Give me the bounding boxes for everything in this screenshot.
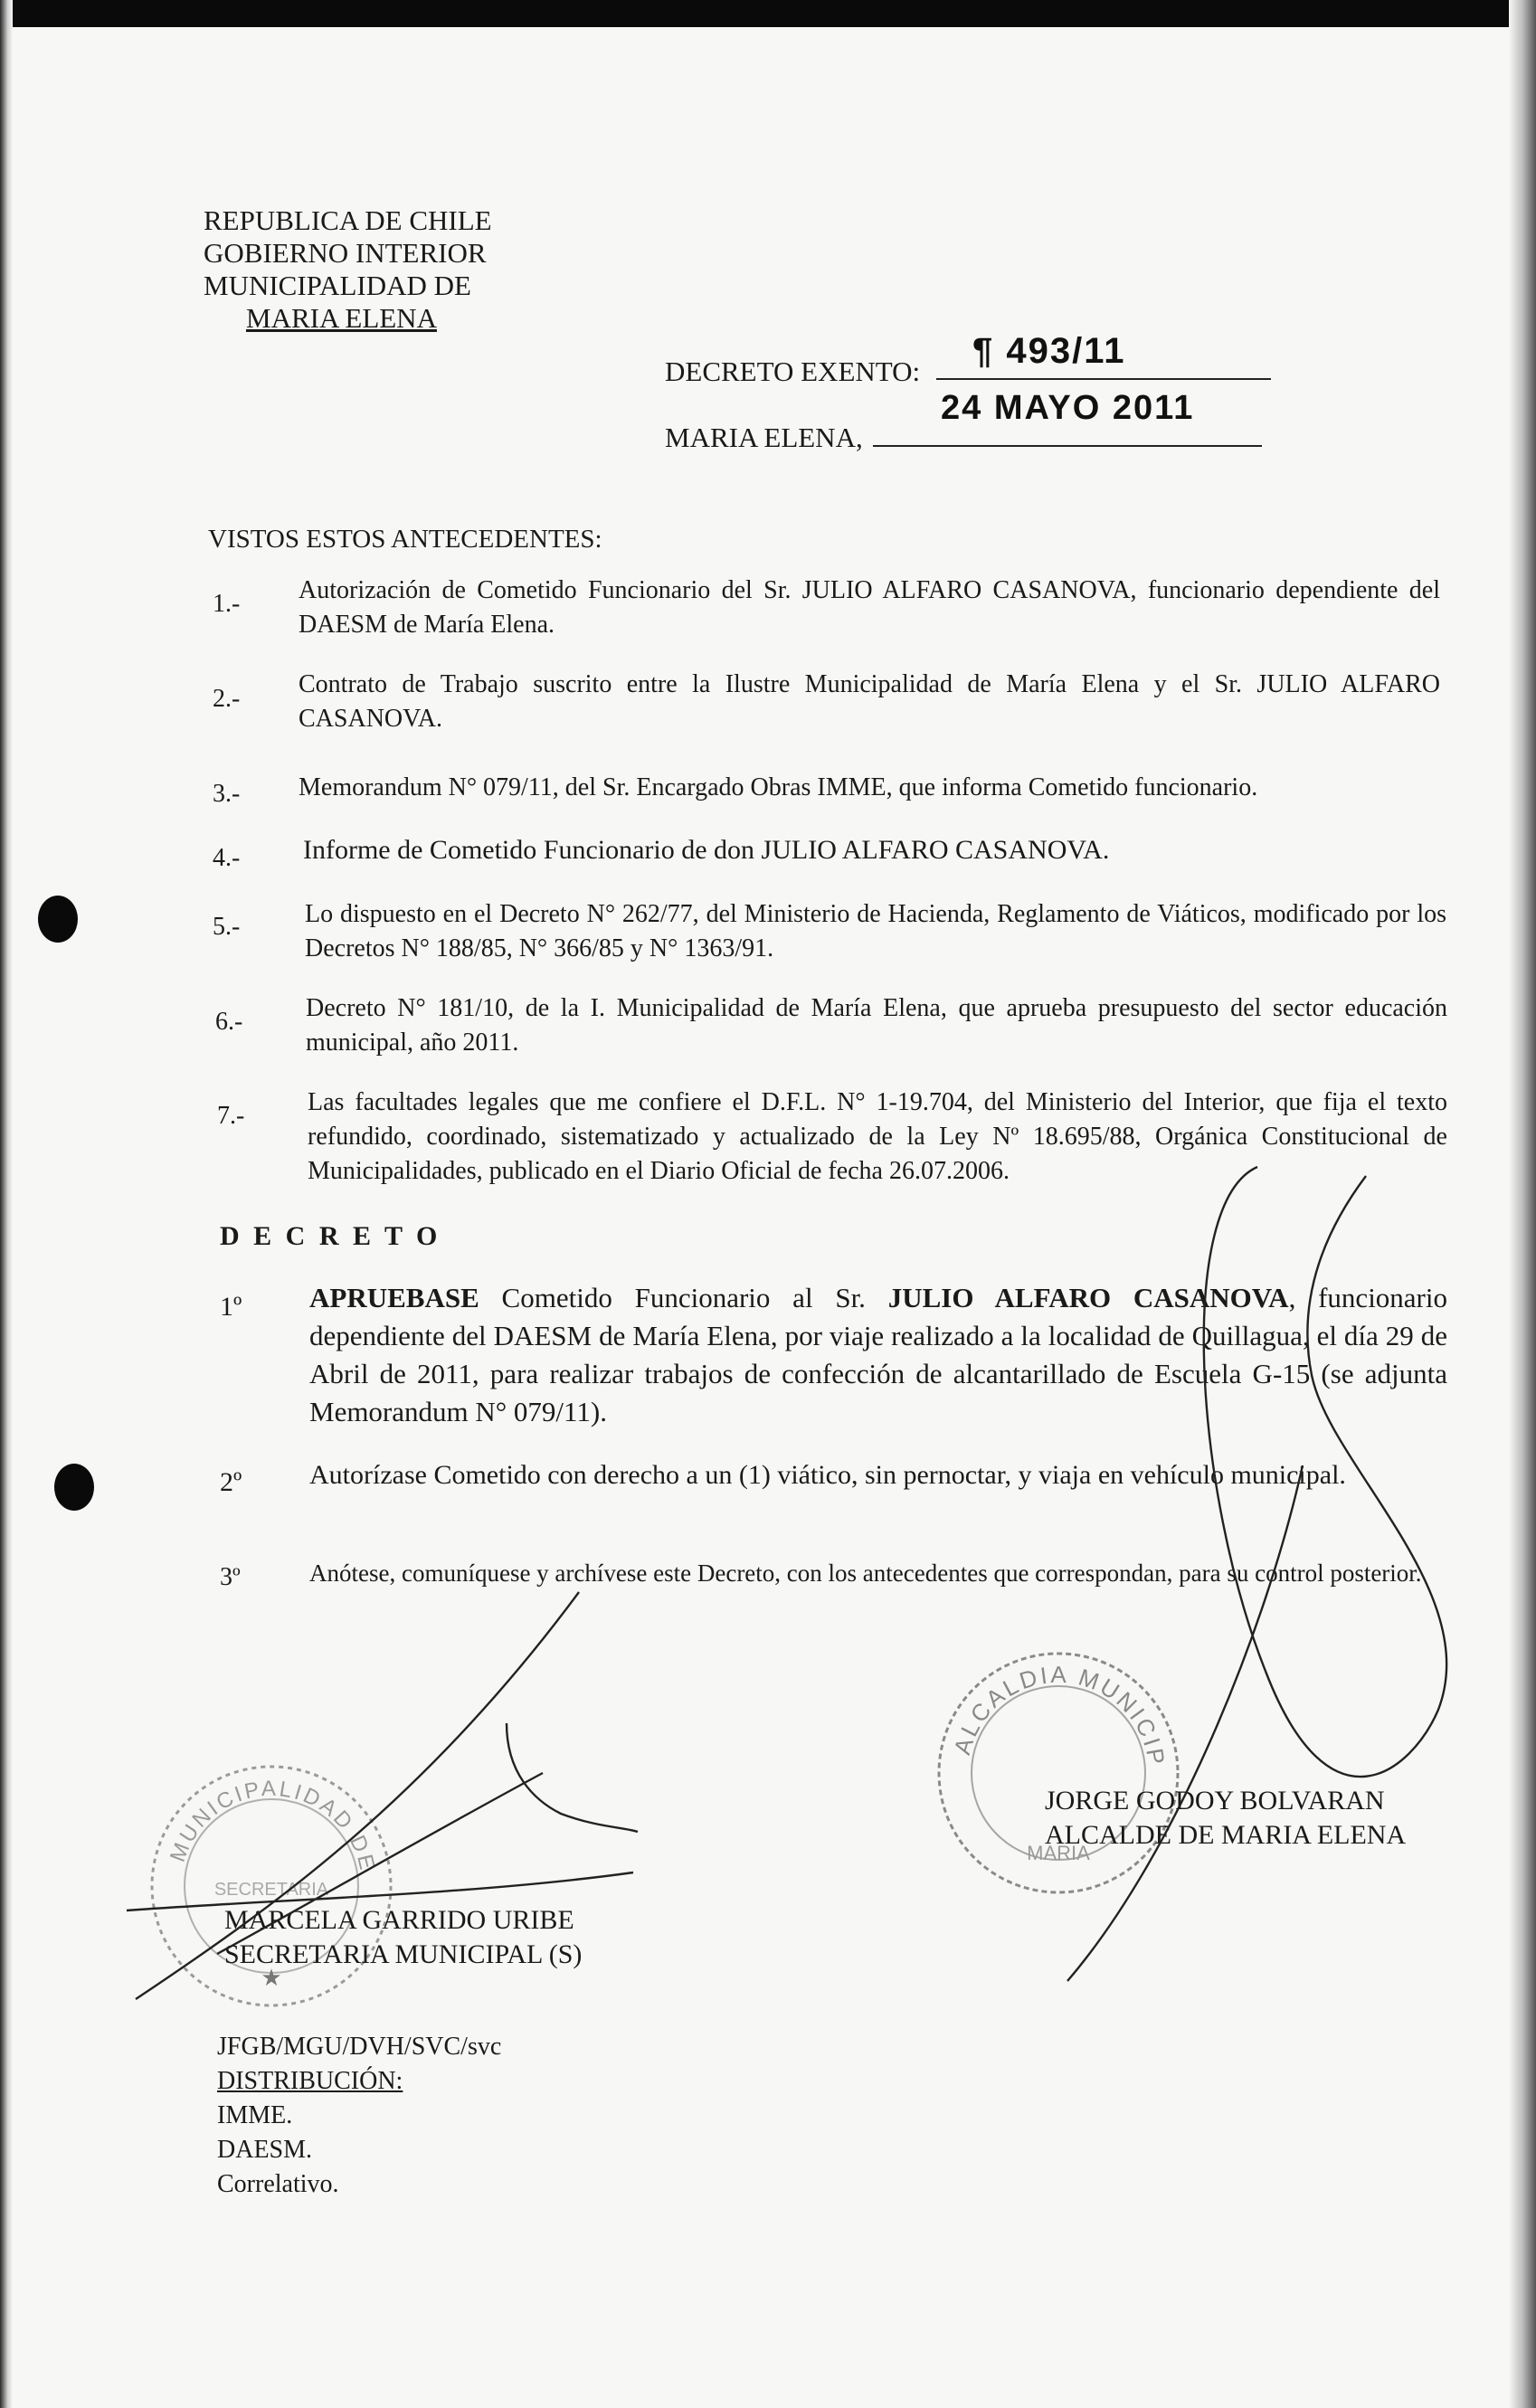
decreto-number-value: 493/11 bbox=[1006, 331, 1126, 371]
initials: JFGB/MGU/DVH/SVC/svc bbox=[217, 2033, 502, 2061]
vistos-item-text: Las facultades legales que me confiere el D.F.L. N° 1-19.704, del Ministerio del Interior, que fija el texto refundido, coordinado, sistematizado y actualizado de la Ley Nº 18.695/88, Orgánica Constitucional de Municipalidades, publicado en el Diario Oficial de fecha 26.07.2006. bbox=[308, 1088, 1447, 1185]
decreto-number-mark: ¶ bbox=[972, 331, 1007, 371]
vistos-item-text: Informe de Cometido Funcionario de don JULIO ALFARO CASANOVA. bbox=[303, 835, 1110, 865]
vistos-item-number: 3.- bbox=[213, 780, 241, 808]
header-line-maria-elena: MARIA ELENA bbox=[246, 302, 437, 334]
vistos-item-number: 4.- bbox=[213, 844, 241, 872]
header-line-municipality: MUNICIPALIDAD DE bbox=[204, 270, 471, 301]
seal-right-bottom: MARIA bbox=[1027, 1842, 1090, 1864]
vistos-item-text: Decreto N° 181/10, de la I. Municipalidad de María Elena, que aprueba presupuesto del sector educación municipal, año 2011. bbox=[306, 994, 1447, 1057]
place-label: MARIA ELENA, bbox=[665, 422, 863, 453]
seal-left-text: MUNICIPALIDAD DE bbox=[165, 1776, 380, 1875]
mayor-title: ALCALDE DE MARIA ELENA bbox=[1045, 1820, 1407, 1850]
decreto-item-text-part-a: Cometido Funcionario al Sr. bbox=[479, 1282, 888, 1313]
header-line-government: GOBIERNO INTERIOR bbox=[204, 237, 487, 269]
seal-star-icon: ★ bbox=[261, 1965, 282, 1992]
decreto-item-text-part-b: , funcionario dependiente del DAESM de María Elena, por viaje realizado a la localidad de Quillagua, el día 29 de Abril de 2011, para realizar trabajos de confección de alcantarillado de Escuela G-15 (se adjunta Memorandum N° 079/11). bbox=[309, 1282, 1447, 1427]
decreto-item-text: Anótese, comuníquese y archívese este Decreto, con los antecedentes que correspondan, para su control posterior. bbox=[309, 1560, 1422, 1587]
vistos-item-text: Autorización de Cometido Funcionario del Sr. JULIO ALFARO CASANOVA, funcionario dependiente del DAESM de María Elena. bbox=[299, 576, 1440, 639]
vistos-item-text: Contrato de Trabajo suscrito entre la Ilustre Municipalidad de María Elena y el Sr. JULIO ALFARO CASANOVA. bbox=[299, 670, 1440, 733]
seal-left-center: SECRETARIA bbox=[213, 1880, 329, 1900]
vistos-item-number: 1.- bbox=[213, 590, 241, 618]
decreto-item-number: 2º bbox=[220, 1467, 242, 1497]
decreto-item-text: Autorízase Cometido con derecho a un (1) viático, sin pernoctar, y viaja en vehículo municipal. bbox=[309, 1460, 1346, 1490]
distribution-recipient: Correlativo. bbox=[217, 2170, 339, 2198]
seal-right-text: ALCALDIA MUNICIP bbox=[948, 1660, 1171, 1768]
decreto-item-number: 3º bbox=[220, 1563, 241, 1591]
decreto-item-number: 1º bbox=[220, 1292, 242, 1322]
distribution-recipient: IMME. bbox=[217, 2101, 293, 2129]
vistos-item-text: Memorandum N° 079/11, del Sr. Encargado Obras IMME, que informa Cometido funcionario. bbox=[299, 773, 1258, 801]
mayor-signature bbox=[1067, 1167, 1446, 1981]
date-stamp: 24 MAYO 2011 bbox=[941, 389, 1195, 427]
decreto-exento-label: DECRETO EXENTO: bbox=[665, 356, 921, 387]
apruebase-lead: APRUEBASE bbox=[309, 1282, 479, 1313]
vistos-item-number: 6.- bbox=[215, 1008, 243, 1036]
secretary-signature bbox=[127, 1592, 638, 1999]
vistos-heading: VISTOS ESTOS ANTECEDENTES: bbox=[208, 525, 602, 554]
secretary-title: SECRETARIA MUNICIPAL (S) bbox=[224, 1939, 583, 1969]
distribution-label: DISTRIBUCIÓN: bbox=[217, 2067, 403, 2095]
mayor-name: JORGE GODOY BOLVARAN bbox=[1045, 1786, 1385, 1815]
vistos-item-number: 5.- bbox=[213, 913, 241, 941]
distribution-recipient: DAESM. bbox=[217, 2136, 313, 2164]
vistos-item-text: Lo dispuesto en el Decreto N° 262/77, del Ministerio de Hacienda, Reglamento de Viáticos, modificado por los Decretos N° 188/85, N° 366/85 y N° 1363/91. bbox=[305, 900, 1446, 962]
vistos-item-number: 7.- bbox=[217, 1102, 245, 1130]
decreto-item-name: JULIO ALFARO CASANOVA bbox=[887, 1282, 1289, 1313]
decreto-heading: D E C R E T O bbox=[220, 1221, 441, 1251]
secretary-name: MARCELA GARRIDO URIBE bbox=[224, 1905, 574, 1935]
vistos-item-number: 2.- bbox=[213, 685, 241, 713]
header-line-republic: REPUBLICA DE CHILE bbox=[204, 204, 492, 236]
